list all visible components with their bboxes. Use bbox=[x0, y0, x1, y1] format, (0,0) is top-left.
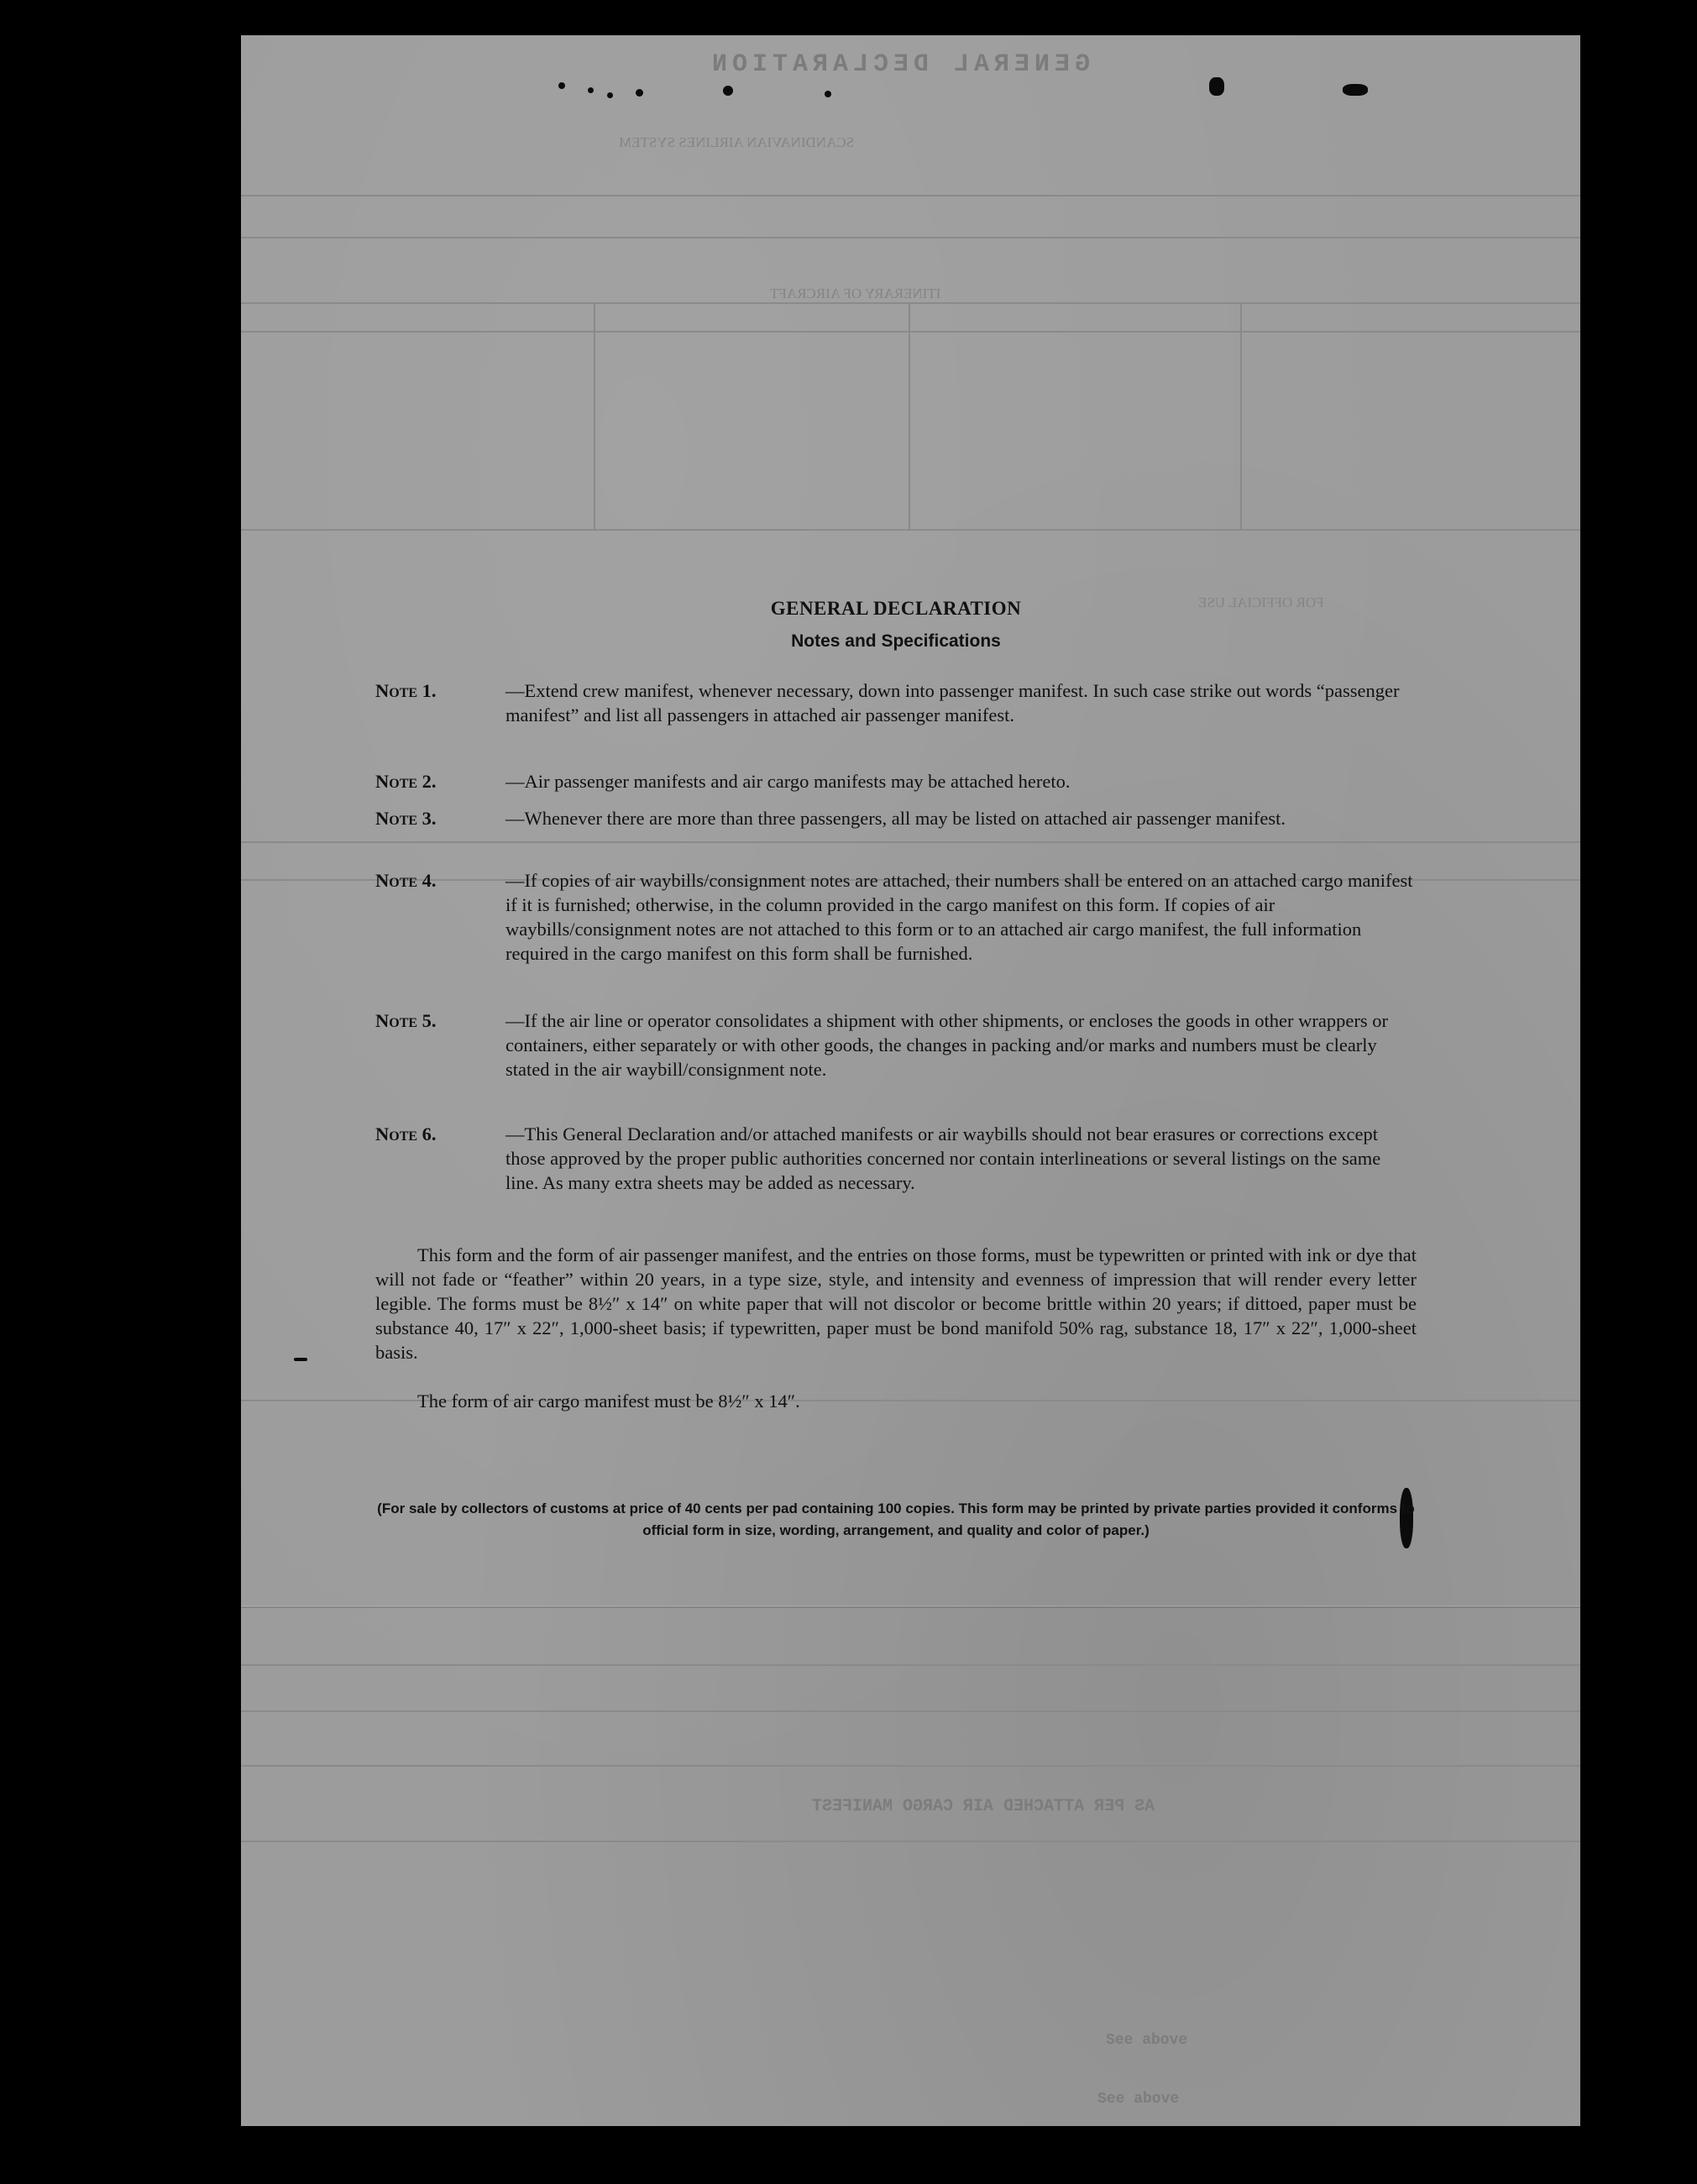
note-2 bbox=[375, 769, 1417, 793]
show-through-rule bbox=[241, 1765, 1580, 1767]
page-subtitle: Notes and Specifications bbox=[791, 631, 1001, 651]
show-through-rule bbox=[241, 302, 1580, 304]
note-text: —Whenever there are more than three passengers, all may be listed on attached air passenger manifest. bbox=[505, 808, 1286, 829]
note-3 bbox=[375, 806, 1417, 830]
note-text: —Extend crew manifest, whenever necessary, down into passenger manifest. In such case strike out words “passenger manifest” and list all passengers in attached air passenger manifest. bbox=[505, 680, 1400, 725]
show-through-rule bbox=[241, 331, 1580, 333]
ink-blot bbox=[588, 87, 594, 93]
note-5 bbox=[375, 1008, 1417, 1082]
show-through-column-rule bbox=[594, 302, 595, 529]
note-6 bbox=[375, 1122, 1417, 1195]
page-title: GENERAL DECLARATION bbox=[770, 598, 1022, 619]
show-through-cargo-heading: AS PER ATTACHED AIR CARGO MANIFEST bbox=[812, 1797, 1155, 1816]
ink-blot bbox=[607, 92, 613, 98]
cargo-manifest-size-line: The form of air cargo manifest must be 8½″ x 14″. bbox=[417, 1391, 800, 1411]
show-through-see-above-2: See above bbox=[1097, 2091, 1180, 2108]
ink-blot bbox=[636, 89, 643, 97]
show-through-header: GENERAL DECLARATION bbox=[707, 50, 1091, 79]
show-through-itinerary: ITINERARY OF AIRCRAFT bbox=[770, 285, 941, 301]
note-label: Note 3. bbox=[375, 808, 437, 829]
ink-blot bbox=[1343, 84, 1368, 96]
show-through-column-rule bbox=[909, 302, 910, 529]
ink-blot bbox=[558, 82, 565, 89]
note-text: —If copies of air waybills/consignment notes are attached, their numbers shall be entered on an attached cargo manifest if it is furnished; otherwise, in the column provided in the cargo manifest on this form. If copies of air waybills/consignment notes are not attached to this form or to an attached air cargo manifest, the full information required in the cargo manifest on this form shall be furnished. bbox=[505, 870, 1413, 964]
note-4 bbox=[375, 868, 1417, 966]
ink-blot bbox=[1209, 77, 1224, 96]
fold-line bbox=[241, 1605, 1580, 1608]
show-through-rule bbox=[241, 1841, 1580, 1842]
ink-blot bbox=[723, 86, 733, 96]
note-text: —Air passenger manifests and air cargo manifests may be attached hereto. bbox=[505, 771, 1071, 792]
show-through-rule bbox=[241, 529, 1580, 531]
show-through-rule bbox=[241, 841, 1580, 843]
note-text: —If the air line or operator consolidates a shipment with other shipments, or encloses the goods in other wrappers or containers, either separately or with other goods, the changes in packing and/or marks and numbers must be clearly stated in the air waybill/consignment note. bbox=[505, 1010, 1388, 1080]
ink-blot bbox=[825, 91, 831, 97]
show-through-rule bbox=[241, 1664, 1580, 1666]
note-label: Note 4. bbox=[375, 870, 437, 891]
show-through-shipping-line: SCANDINAVIAN AIRLINES SYSTEM bbox=[619, 134, 855, 150]
note-label: Note 6. bbox=[375, 1123, 437, 1144]
show-through-official-use: FOR OFFICIAL USE bbox=[1198, 594, 1324, 610]
form-specification-paragraph: This form and the form of air passenger manifest, and the entries on those forms, must be typewritten or printed with ink or dye that will not fade or “feather” within 20 years, in a type size, style, and intensity and evenness of impression that will render every letter legible. The forms must be 8½″ x 14″ on white paper that will not discolor or become brittle within 20 years; if dittoed, paper must be substance 40, 17″ x 22″, 1,000-sheet basis; if typewritten, paper must be bond manifold 50% rag, substance 18, 17″ x 22″, 1,000-sheet basis. bbox=[375, 1244, 1417, 1363]
note-label: Note 2. bbox=[375, 771, 437, 792]
note-1 bbox=[375, 678, 1417, 727]
note-text: —This General Declaration and/or attached manifests or air waybills should not bear erasures or corrections except those approved by the proper public authorities concerned nor contain interlineations or several listings on the same line. As many extra sheets may be added as necessary. bbox=[505, 1123, 1381, 1193]
show-through-column-rule bbox=[1240, 302, 1242, 529]
show-through-rule bbox=[241, 1710, 1580, 1712]
show-through-see-above-1: See above bbox=[1106, 2032, 1188, 2049]
show-through-rule bbox=[241, 195, 1580, 196]
show-through-rule bbox=[241, 237, 1580, 238]
note-label: Note 1. bbox=[375, 680, 437, 701]
ink-blot bbox=[294, 1358, 307, 1361]
sale-notice: (For sale by collectors of customs at price of 40 cents per pad containing 100 copies. This form may be printed by private parties provided it conforms to official form in size, wording, arrangement, and quality and color of paper.) bbox=[377, 1501, 1415, 1538]
note-label: Note 5. bbox=[375, 1010, 437, 1031]
